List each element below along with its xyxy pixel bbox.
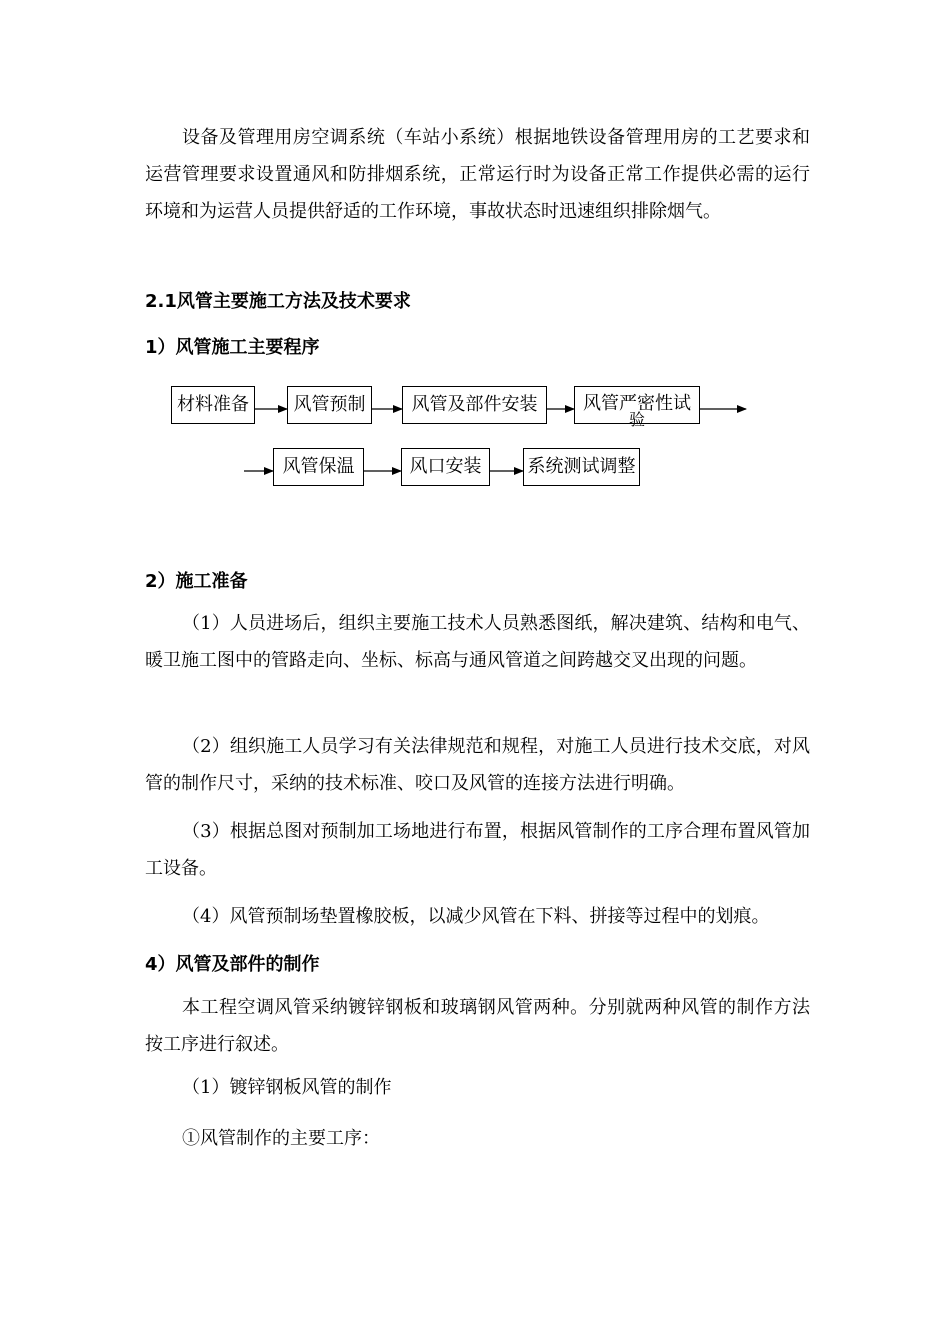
flow-step-duct-install: 风管及部件安装: [402, 386, 547, 424]
flow-step-tightness-test-line2: 验: [628, 410, 645, 429]
intro-paragraph: 设备及管理用房空调系统（车站小系统）根据地铁设备管理用房的工艺要求和运营管理要求设置通风和防排烟系统，正常运行时为设备正常工作提供必需的运行环境和为运营人员提供舒适的工作环境，事故状态时迅速组织排除烟气。: [145, 127, 810, 222]
prep-item-3: （3）根据总图对预制加工场地进行布置，根据风管制作的工序合理布置风管加工设备。: [145, 821, 810, 879]
section-heading-2-1: 2.1风管主要施工方法及技术要求: [145, 291, 411, 312]
subheading-duct-fabrication: 4）风管及部件的制作: [145, 954, 320, 975]
flow-step-material-prep: 材料准备: [171, 386, 255, 424]
flow-step-tightness-test-line1: 风管严密性试: [583, 393, 691, 414]
flow-step-vent-install: 风口安装: [401, 448, 490, 486]
prep-item-2: （2）组织施工人员学习有关法律规范和规程，对施工人员进行技术交底，对风管的制作尺寸，采纳的技术标准、咬口及风管的连接方法进行明确。: [145, 736, 810, 794]
subheading-construction-procedure: 1）风管施工主要程序: [145, 337, 320, 358]
flow-step-tightness-test: [574, 386, 700, 429]
flow-step-insulation: 风管保温: [273, 448, 364, 486]
flow-step-system-test: 系统测试调整: [523, 448, 640, 486]
fabrication-item-1-a: ①风管制作的主要工序：: [182, 1128, 380, 1149]
fabrication-intro: 本工程空调风管采纳镀锌钢板和玻璃钢风管两种。分别就两种风管的制作方法按工序进行叙述。: [145, 997, 810, 1055]
prep-item-1: （1）人员进场后，组织主要施工技术人员熟悉图纸，解决建筑、结构和电气、暖卫施工图中的管路走向、坐标、标高与通风管道之间跨越交叉出现的问题。: [145, 613, 810, 671]
subheading-construction-prep: 2）施工准备: [145, 571, 248, 592]
fabrication-item-1: （1）镀锌钢板风管的制作: [182, 1077, 392, 1098]
flow-step-duct-prefab: 风管预制: [287, 386, 372, 424]
prep-item-4: （4）风管预制场垫置橡胶板，以减少风管在下料、拼接等过程中的划痕。: [182, 906, 770, 927]
